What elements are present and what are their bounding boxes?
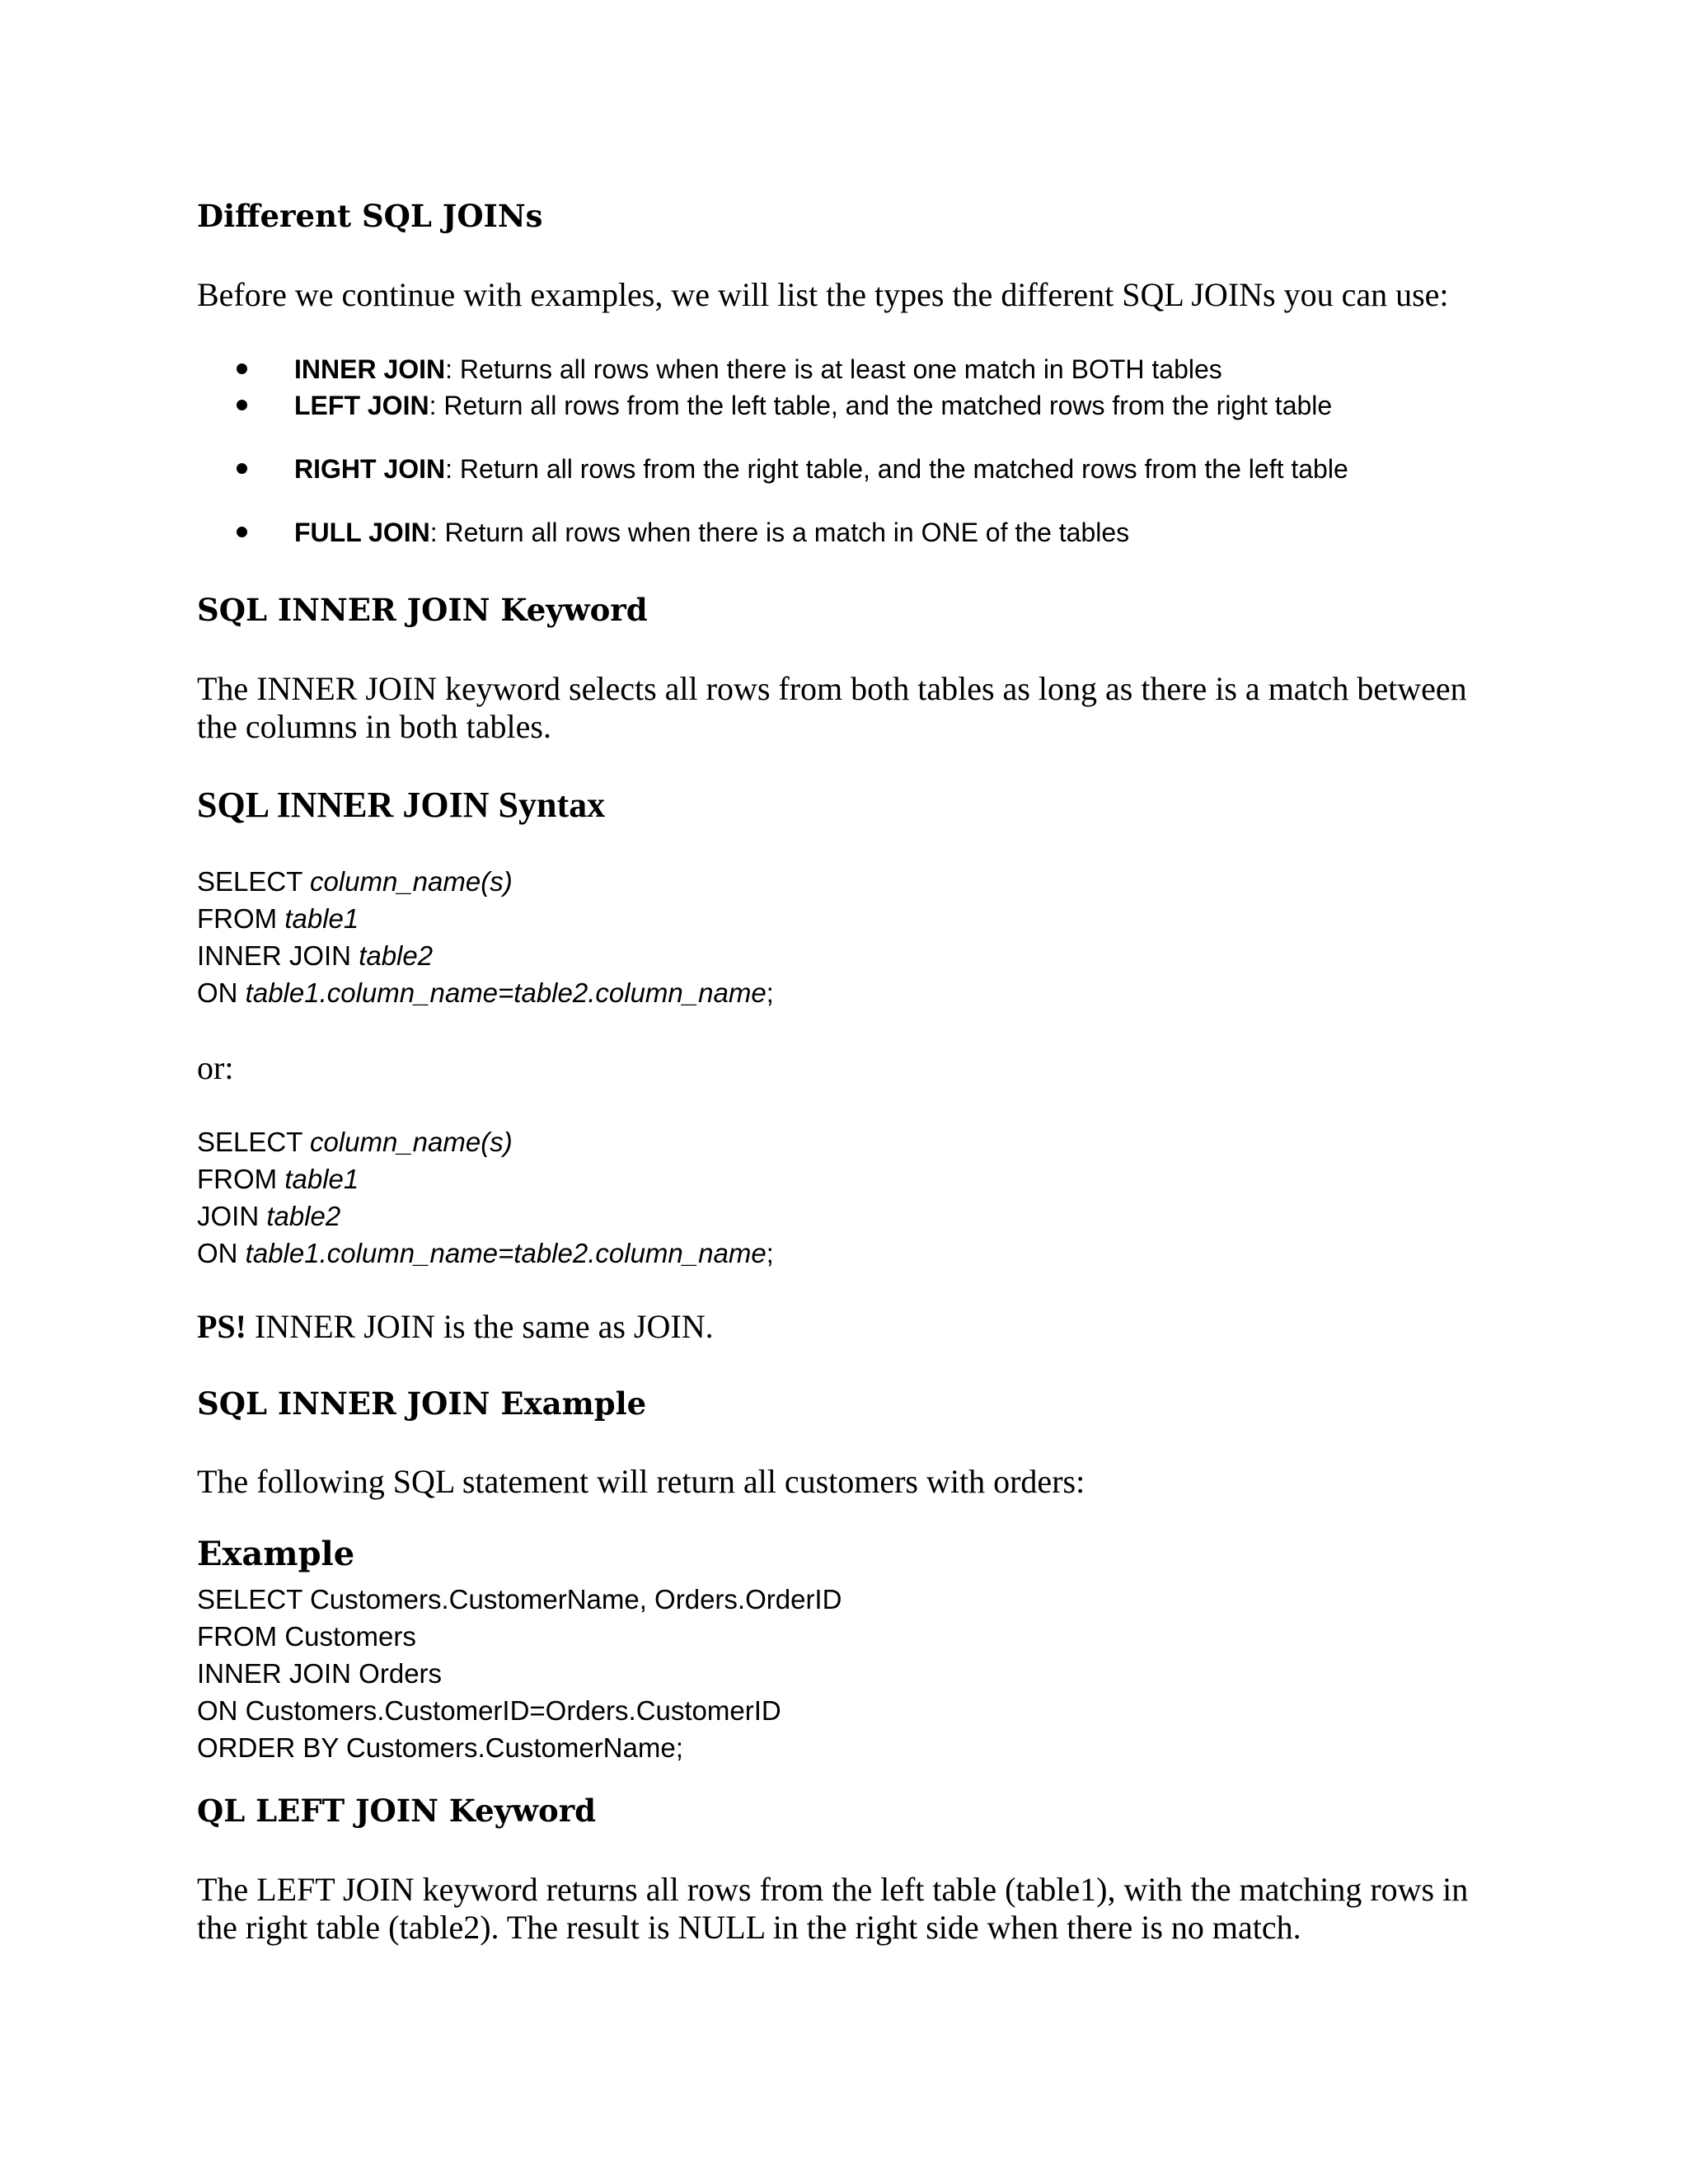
desc-right-join: : Return all rows from the right table, and the matched rows from the left table [445,454,1348,484]
ps-label: PS! [197,1308,246,1345]
desc-left-join: : Return all rows from the left table, and the matched rows from the right table [429,391,1333,420]
code-line: FROM table1 [197,903,359,934]
code-line: FROM table1 [197,1164,359,1194]
desc-inner-join: : Returns all rows when there is at least one match in BOTH tables [445,354,1222,384]
heading-left-join-keyword: QL LEFT JOIN Keyword [197,1793,597,1829]
code-line: ORDER BY Customers.CustomerName; [197,1732,683,1763]
code-line: FROM Customers [197,1621,416,1652]
paragraph-line: The LEFT JOIN keyword returns all rows from the left table (table1), with the matching rows in [197,1871,1469,1908]
paragraph-line: The INNER JOIN keyword selects all rows from both tables as long as there is a match between [197,670,1467,707]
bullet-icon [237,363,247,374]
code-line: SELECT column_name(s) [197,1127,513,1157]
paragraph-line: the columns in both tables. [197,708,551,745]
bullet-icon [237,400,247,410]
ps-note [197,1308,714,1346]
example-code-block [197,1581,842,1766]
code-line: ON table1.column_name=table2.column_name; [197,1238,774,1268]
inner-join-example-paragraph: The following SQL statement will return all customers with orders: [197,1463,1085,1500]
code-line: ON table1.column_name=table2.column_name; [197,977,774,1008]
bullet-icon [237,527,247,537]
or-text: or: [197,1049,234,1086]
heading-different-sql-joins: Different SQL JOINs [197,198,543,234]
code-line: INNER JOIN Orders [197,1658,443,1689]
bullet-icon [237,463,247,474]
left-join-keyword-paragraph [197,1871,1468,1947]
inner-join-keyword-paragraph [197,670,1467,746]
term-right-join: RIGHT JOIN [294,454,446,484]
code-line: SELECT Customers.CustomerName, Orders.OrderID [197,1584,842,1615]
syntax-code-block-2 [197,1123,774,1272]
code-line: JOIN table2 [197,1201,341,1231]
ps-text: INNER JOIN is the same as JOIN. [246,1308,714,1345]
code-line: SELECT column_name(s) [197,866,513,897]
syntax-code-block-1 [197,863,774,1011]
example-label: Example [197,1535,355,1573]
term-full-join: FULL JOIN [294,518,430,547]
code-line: INNER JOIN table2 [197,940,434,971]
desc-full-join: : Return all rows when there is a match in ONE of the tables [429,518,1130,547]
term-inner-join: INNER JOIN [294,354,446,384]
heading-inner-join-keyword: SQL INNER JOIN Keyword [197,592,648,628]
code-line: ON Customers.CustomerID=Orders.CustomerID [197,1695,781,1726]
heading-inner-join-example: SQL INNER JOIN Example [197,1385,647,1422]
term-left-join: LEFT JOIN [294,391,429,420]
heading-inner-join-syntax: SQL INNER JOIN Syntax [197,785,606,825]
paragraph-line: the right table (table2). The result is NULL in the right side when there is no match. [197,1909,1301,1946]
intro-paragraph: Before we continue with examples, we will list the types the different SQL JOINs you can use: [197,276,1449,313]
